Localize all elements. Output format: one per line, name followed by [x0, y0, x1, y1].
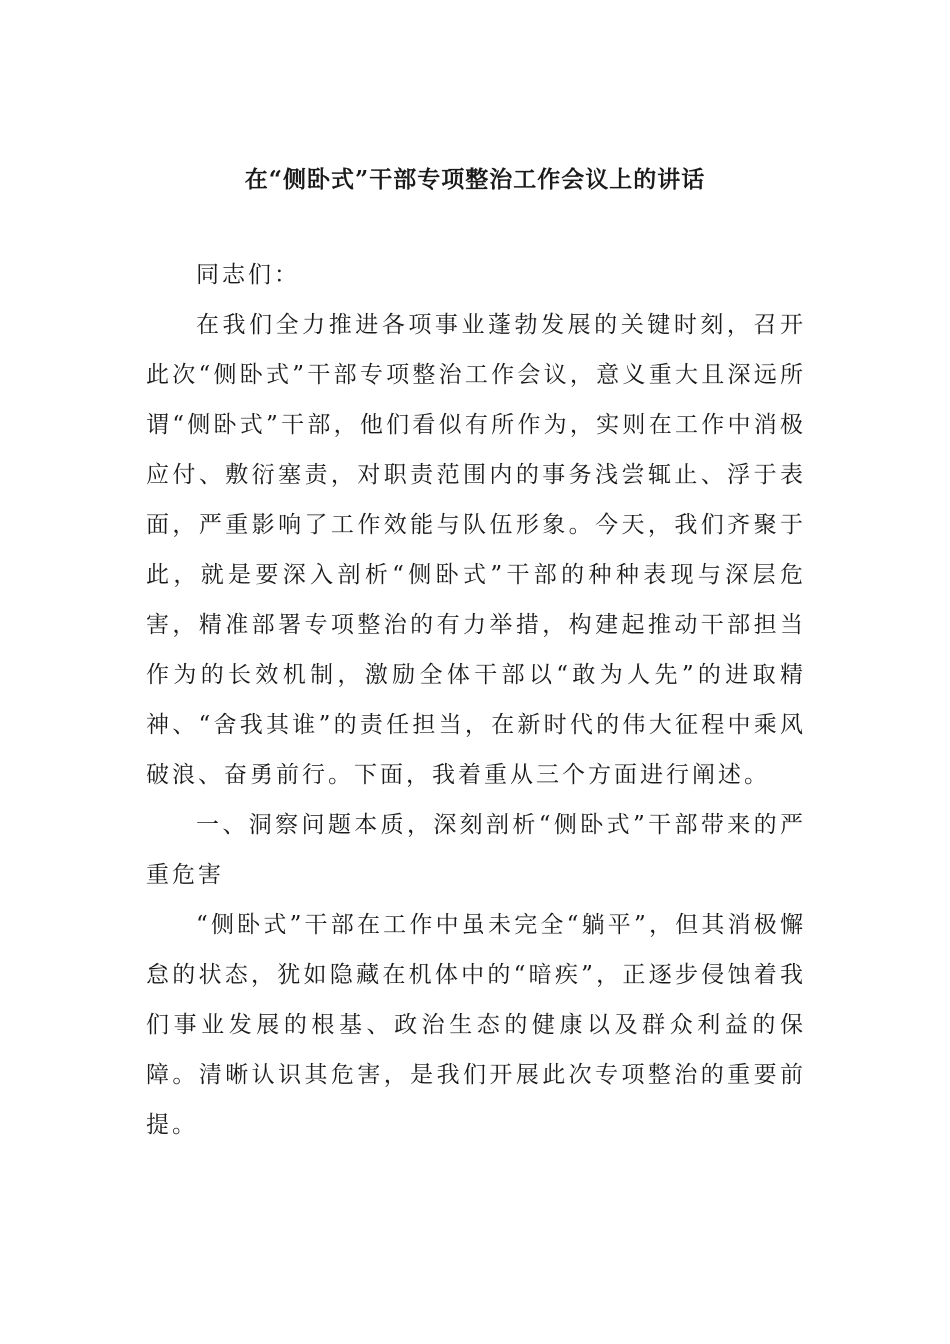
- document-title: 在“侧卧式”干部专项整治工作会议上的讲话: [244, 166, 706, 193]
- document-body: [146, 250, 806, 1150]
- salutation: 同志们：: [196, 262, 300, 288]
- section-heading-1: 一、洞察问题本质，深刻剖析“侧卧式”干部带来的严重危害: [146, 812, 806, 888]
- paragraph-intro: 在我们全力推进各项事业蓬勃发展的关键时刻，召开此次“侧卧式”干部专项整治工作会议，意义重大且深远所谓“侧卧式”干部，他们看似有所作为，实则在工作中消极应付、敷衍塞责，对职责范围内的事务浅尝辄止、浮于表面，严重影响了工作效能与队伍形象。今天，我们齐聚于此，就是要深入剖析“侧卧式”干部的种种表现与深层危害，精准部署专项整治的有力举措，构建起推动干部担当作为的长效机制，激励全体干部以“敢为人先”的进取精神、“舍我其谁”的责任担当，在新时代的伟大征程中乘风破浪、奋勇前行。下面，我着重从三个方面进行阐述。: [146, 312, 806, 788]
- paragraph-section-1: “侧卧式”干部在工作中虽未完全“躺平”，但其消极懈怠的状态，犹如隐藏在机体中的“暗疾”，正逐步侵蚀着我们事业发展的根基、政治生态的健康以及群众利益的保障。清晰认识其危害，是我们开展此次专项整治的重要前提。: [146, 912, 806, 1138]
